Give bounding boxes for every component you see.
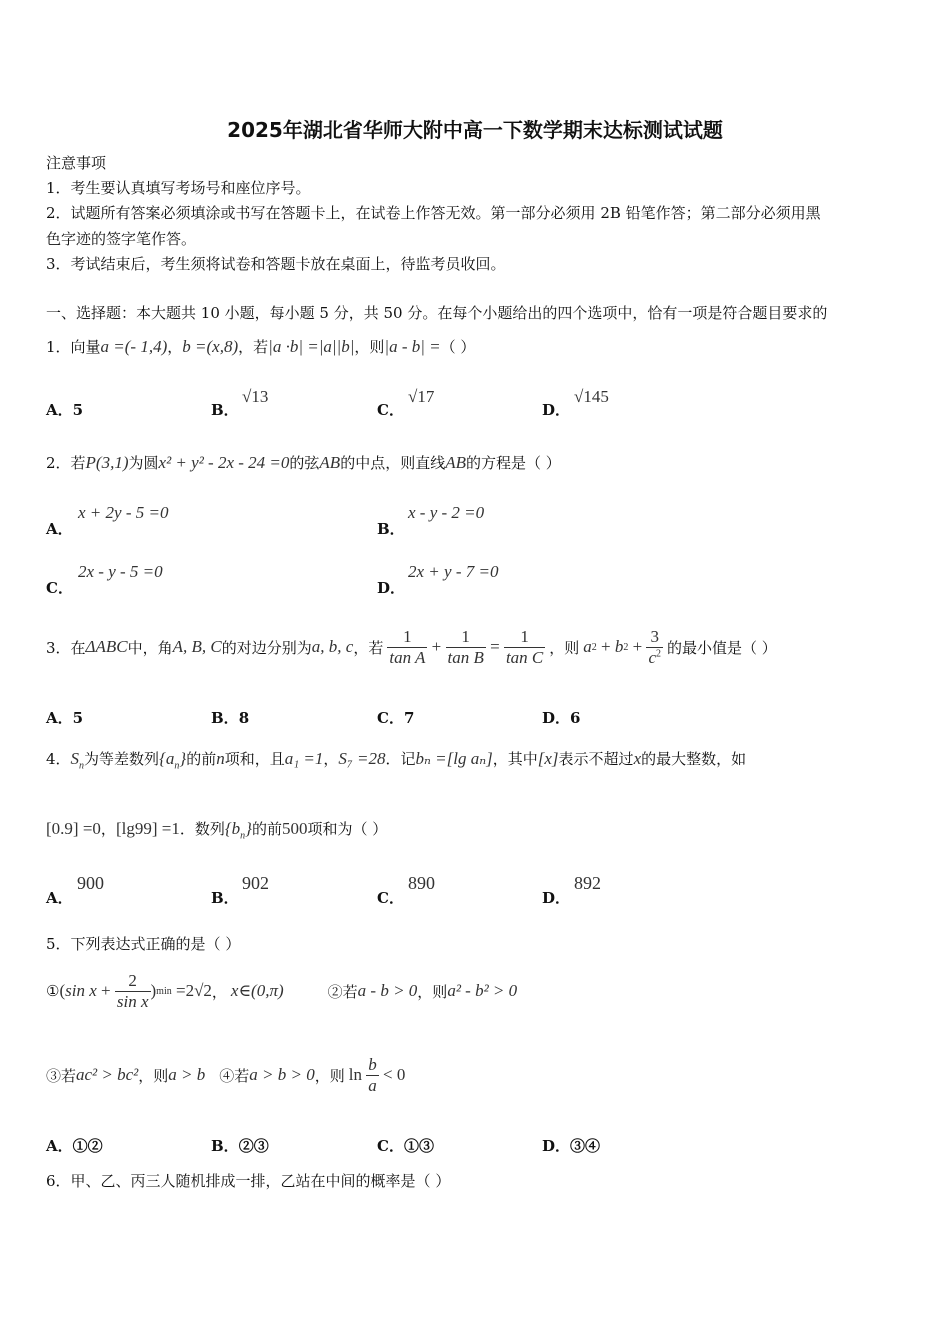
notice-item: 色字迹的签字笔作答。: [46, 230, 197, 248]
q1-prefix: 1．向量: [46, 338, 101, 356]
q1-if: ，若: [238, 338, 269, 356]
q1-vector-b: b =(x,8): [182, 337, 239, 356]
q1-vector-a: a =(- 1,4): [100, 337, 168, 356]
q3-triangle: ΔABC: [85, 637, 128, 656]
notice-item: 3．考试结束后，考生须将试卷和答题卡放在桌面上，待监考员收回。: [46, 255, 506, 273]
q2-option-b-label[interactable]: B．: [377, 520, 405, 538]
q3-option-a[interactable]: A．5: [46, 709, 84, 727]
q3-option-c[interactable]: C．7: [377, 709, 415, 727]
q5-option-b[interactable]: B．②③: [211, 1137, 269, 1155]
section-heading: 一、选择题：本大题共 10 小题，每小题 5 分，共 50 分。在每个小题给出的四个选项中，恰有一项是符合题目要求的: [46, 304, 828, 322]
q5-statement-1-2: ① ( sin x + $\frac{2}{\text{sin x}}$ ) min =2√2 ， x∈(0,π) ②若 a - b > 0 ，则 a² - b² > 0: [46, 970, 518, 1011]
q4-option-d-value: 892: [574, 873, 601, 893]
q1-comma: ，: [167, 338, 183, 356]
notice-item: 2．试题所有答案必须填涂或书写在答题卡上，在试卷上作答无效。第一部分必须用 2B 铅笔作答；第二部分必须用黑: [46, 204, 821, 222]
q2-option-c-label[interactable]: C．: [46, 579, 73, 597]
question-4-stem-cont: [0.9] =0，[lg99] =1．数列$\{b_n\}$的前500项和为（ ）: [46, 819, 388, 842]
question-3-stem: 3．在 ΔABC 中，角 A, B, C 的对边分别为 a, b, c ，若 $\frac{1}{\text{tan A}}$ + $\frac{1}{\text{tan B}}$ = $\frac{1}{\text{tan C}}$ ，则 a 2 + b 2 + $\frac{3}{c^2}$ 的最小值是（ ）: [46, 626, 777, 667]
q1-option-a[interactable]: A．5: [46, 401, 84, 419]
q4-option-c-label[interactable]: C．: [377, 889, 404, 907]
q3-option-d[interactable]: D．6: [542, 709, 581, 727]
question-6-stem: 6．甲、乙、丙三人随机排成一排，乙站在中间的概率是（ ）: [46, 1172, 451, 1190]
q1-option-b-value: √13: [242, 387, 269, 406]
q5-statement-3-4: ③若 ac² > bc² ，则 a > b ④若 a > b > 0 ，则 ln $\frac{b}{a}$ < 0: [46, 1054, 406, 1095]
q1-option-d-label[interactable]: D．: [542, 401, 571, 419]
q1-blank: （ ）: [440, 338, 476, 356]
q4-option-d-label[interactable]: D．: [542, 889, 571, 907]
q1-option-b-label[interactable]: B．: [211, 401, 239, 419]
q2-option-a-value: x + 2y - 5 =0: [78, 503, 169, 522]
q1-option-c-value: √17: [408, 387, 435, 406]
q4-option-c-value: 890: [408, 873, 435, 893]
q5-option-a[interactable]: A．①②: [46, 1137, 103, 1155]
question-5-stem: 5．下列表达式正确的是（ ）: [46, 935, 241, 953]
q4-option-a-label[interactable]: A．: [46, 889, 73, 907]
q1-condition: |a ·b| =|a||b|: [268, 337, 355, 356]
question-4-stem: 4．$S_n$为等差数列$\{a_n\}$的前n项和，且a₁ =1，S₇ =28．记bₙ =[lg aₙ]，其中[x]表示不超过x的最大整数，如: [46, 749, 747, 772]
q2-option-d-value: 2x + y - 7 =0: [408, 562, 499, 581]
q5-option-c[interactable]: C．①③: [377, 1137, 434, 1155]
page-title: 2025年湖北省华师大附中高一下数学期末达标测试试题: [227, 118, 723, 142]
q3-option-b[interactable]: B．8: [211, 709, 250, 727]
q2-option-b-value: x - y - 2 =0: [408, 503, 485, 522]
q4-option-a-value: 900: [77, 873, 104, 893]
q2-option-d-label[interactable]: D．: [377, 579, 406, 597]
q1-then: ，则: [354, 338, 385, 356]
q2-option-c-value: 2x - y - 5 =0: [78, 562, 163, 581]
q1-option-d-value: √145: [574, 387, 609, 406]
q3-condition: $\frac{1}{\text{tan A}}$ + $\frac{1}{\text{tan B}}$ = $\frac{1}{\text{tan C}}$: [389, 626, 544, 667]
q2-circle: x² + y² - 2x - 24 =0: [158, 453, 290, 472]
q2-option-a-label[interactable]: A．: [46, 520, 73, 538]
q5-option-d[interactable]: D．③④: [542, 1137, 601, 1155]
notice-heading: 注意事项: [46, 154, 107, 172]
q1-ask: |a - b| =: [384, 337, 441, 356]
q4-option-b-label[interactable]: B．: [211, 889, 239, 907]
q4-option-b-value: 902: [242, 873, 269, 893]
notice-item: 1．考生要认真填写考场号和座位序号。: [46, 179, 311, 197]
question-2-stem: 2．若P(3,1)为圆x² + y² - 2x - 24 =0的弦AB的中点，则直线AB的方程是（ ）: [46, 453, 561, 472]
q3-expression: a 2 + b 2 + $\frac{3}{c^2}$: [583, 626, 662, 667]
question-1-stem: [46, 336, 475, 357]
q2-point: P(3,1): [85, 453, 129, 472]
q1-option-c-label[interactable]: C．: [377, 401, 404, 419]
